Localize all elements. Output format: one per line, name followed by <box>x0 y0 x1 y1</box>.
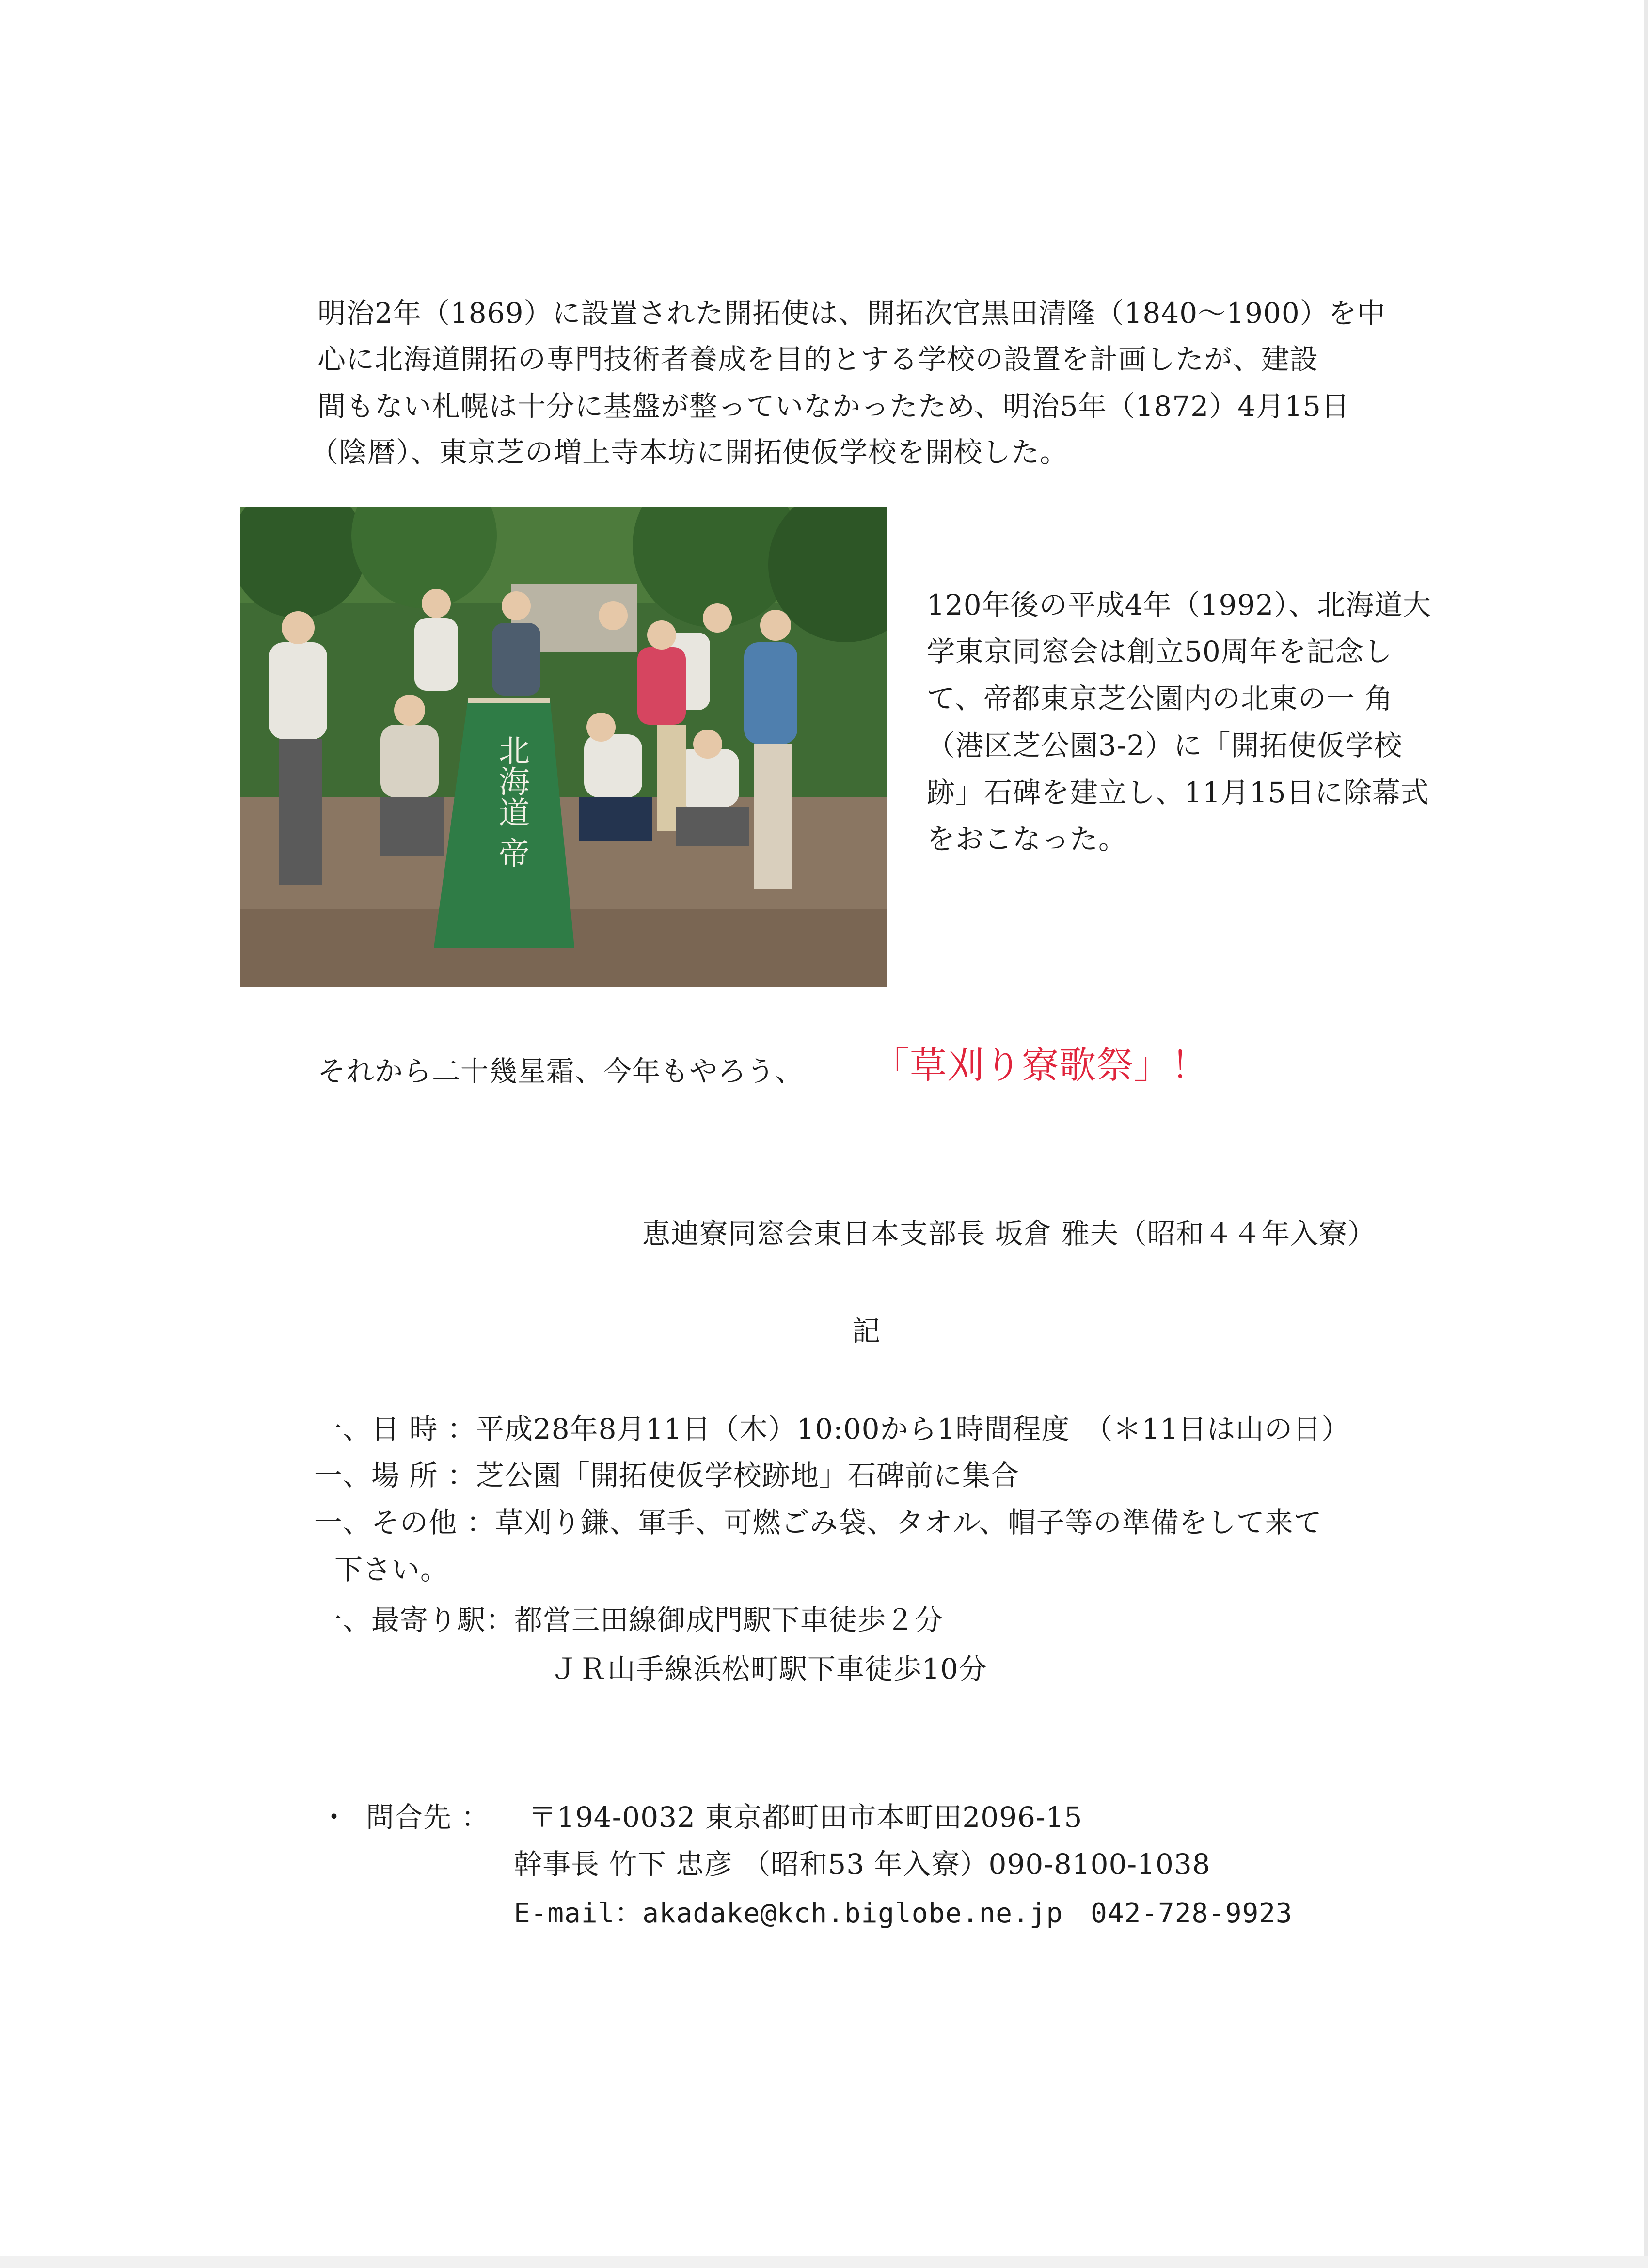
group-photo <box>240 507 887 987</box>
contact-label: 問合先 ： <box>366 1801 490 1834</box>
event-name: 「草刈り寮歌祭」！ <box>872 1044 1208 1087</box>
intro-line-2: 心に北海道開拓の専門技術者養成を目的とする学校の設置を計画したが、建設 <box>317 343 1319 376</box>
call-lead: それから二十幾星霜、今年もやろう、 <box>317 1055 804 1088</box>
contact-address: 〒194-0032 東京都町田市本町田2096-15 <box>528 1801 1083 1834</box>
author-line: 恵迪寮同窓会東日本支部長 坂倉 雅夫（昭和４４年入寮） <box>642 1217 1376 1250</box>
detail-datetime: 一、日 時 ：平成28年8月11日（木）10:00から1時間程度 （＊11日は山の日） <box>314 1412 1350 1445</box>
side-line-3: て、帝都東京芝公園内の北東の一 角 <box>927 682 1394 715</box>
detail-place: 一、場 所 ：芝公園「開拓使仮学校跡地」石碑前に集合 <box>314 1459 1019 1492</box>
detail-station-2: ＪＲ山手線浜松町駅下車徒歩10分 <box>550 1652 987 1685</box>
detail-other: 一、その他 ：草刈り鎌、軍手、可燃ごみ袋、タオル、帽子等の準備をして来て <box>314 1506 1322 1539</box>
side-line-4: （港区芝公園3-2）に「開拓使仮学校 <box>927 729 1403 762</box>
side-line-1: 120年後の平成4年（1992）、北海道大 <box>927 588 1432 621</box>
contact-bullet: ・ <box>320 1801 349 1834</box>
banner-text: 北海道 帝 <box>493 734 529 869</box>
intro-line-1: 明治2年（1869）に設置された開拓使は、開拓次官黒田清隆（1840〜1900）を中 <box>317 297 1386 330</box>
detail-station-1: 一、最寄り駅：都営三田線御成門駅下車徒歩２分 <box>314 1603 944 1636</box>
intro-line-4: （陰暦）、東京芝の増上寺本坊に開拓使仮学校を開校した。 <box>310 436 1069 469</box>
contact-email: E-mail：akadake@kch.biglobe.ne.jp 042-728-9923 <box>514 1898 1293 1929</box>
ki-heading: 記 <box>852 1315 881 1348</box>
side-line-6: をおこなった。 <box>927 823 1127 856</box>
contact-person: 幹事長 竹下 忠彦 （昭和53 年入寮）090-8100-1038 <box>514 1848 1211 1881</box>
detail-other-cont: 下さい。 <box>334 1553 449 1586</box>
side-line-5: 跡」石碑を建立し、11月15日に除幕式 <box>927 776 1429 809</box>
scan-right-edge <box>1644 0 1648 2268</box>
side-line-2: 学東京同窓会は創立50周年を記念し <box>927 635 1393 668</box>
intro-line-3: 間もない札幌は十分に基盤が整っていなかったため、明治5年（1872）4月15日 <box>317 390 1350 423</box>
scan-bottom-edge <box>0 2256 1648 2268</box>
